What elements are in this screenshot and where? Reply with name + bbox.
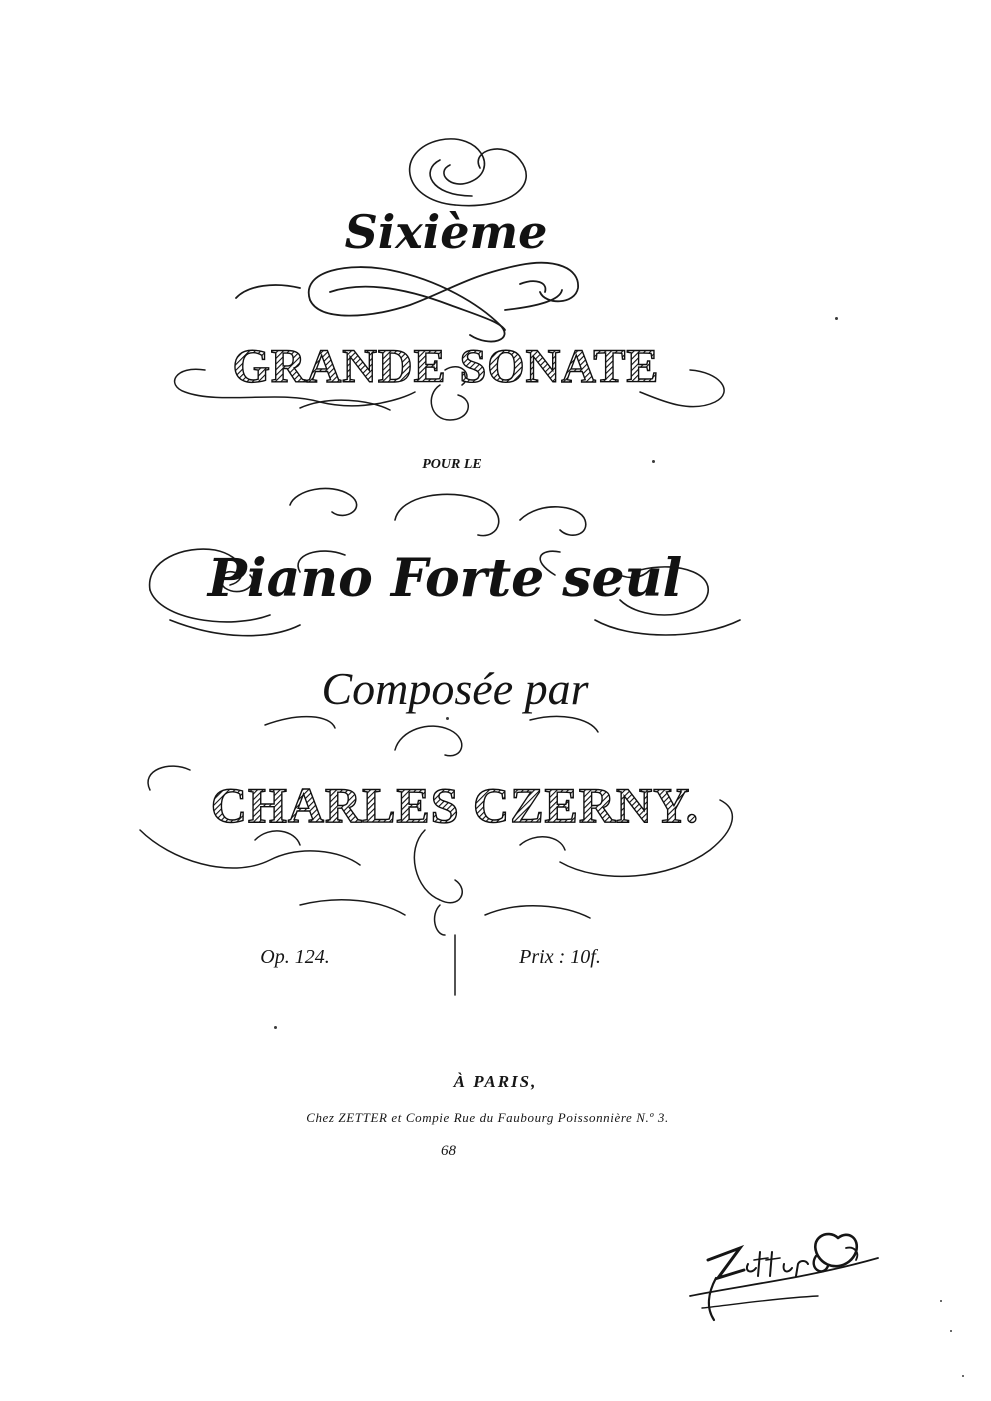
paper-speck <box>962 1375 964 1377</box>
paper-speck <box>652 460 655 463</box>
publisher-stamp <box>678 1208 918 1338</box>
paper-speck <box>835 317 838 320</box>
paper-speck <box>940 1300 942 1302</box>
preposition-text: POUR LE <box>422 457 482 472</box>
composed-by-text: Composée par <box>321 663 589 714</box>
work-title: GRANDE SONATE <box>232 340 660 393</box>
paper-speck <box>446 717 449 720</box>
ordinal-heading: Sixième <box>344 205 548 259</box>
imprint-city: À PARIS, <box>453 1072 538 1091</box>
paper-speck <box>950 1330 952 1332</box>
imprint-address: Chez ZETTER et Compie Rue du Faubourg Poissonnière N.º 3. <box>306 1110 669 1125</box>
price-text: Prix : 10f. <box>519 946 601 968</box>
composer-name: CHARLES CZERNY. <box>210 777 700 833</box>
opus-number: Op. 124. <box>260 946 330 968</box>
instrument-heading: Piano Forte seul <box>207 548 683 609</box>
plate-number: 68 <box>441 1143 456 1159</box>
paper-speck <box>274 1026 277 1029</box>
